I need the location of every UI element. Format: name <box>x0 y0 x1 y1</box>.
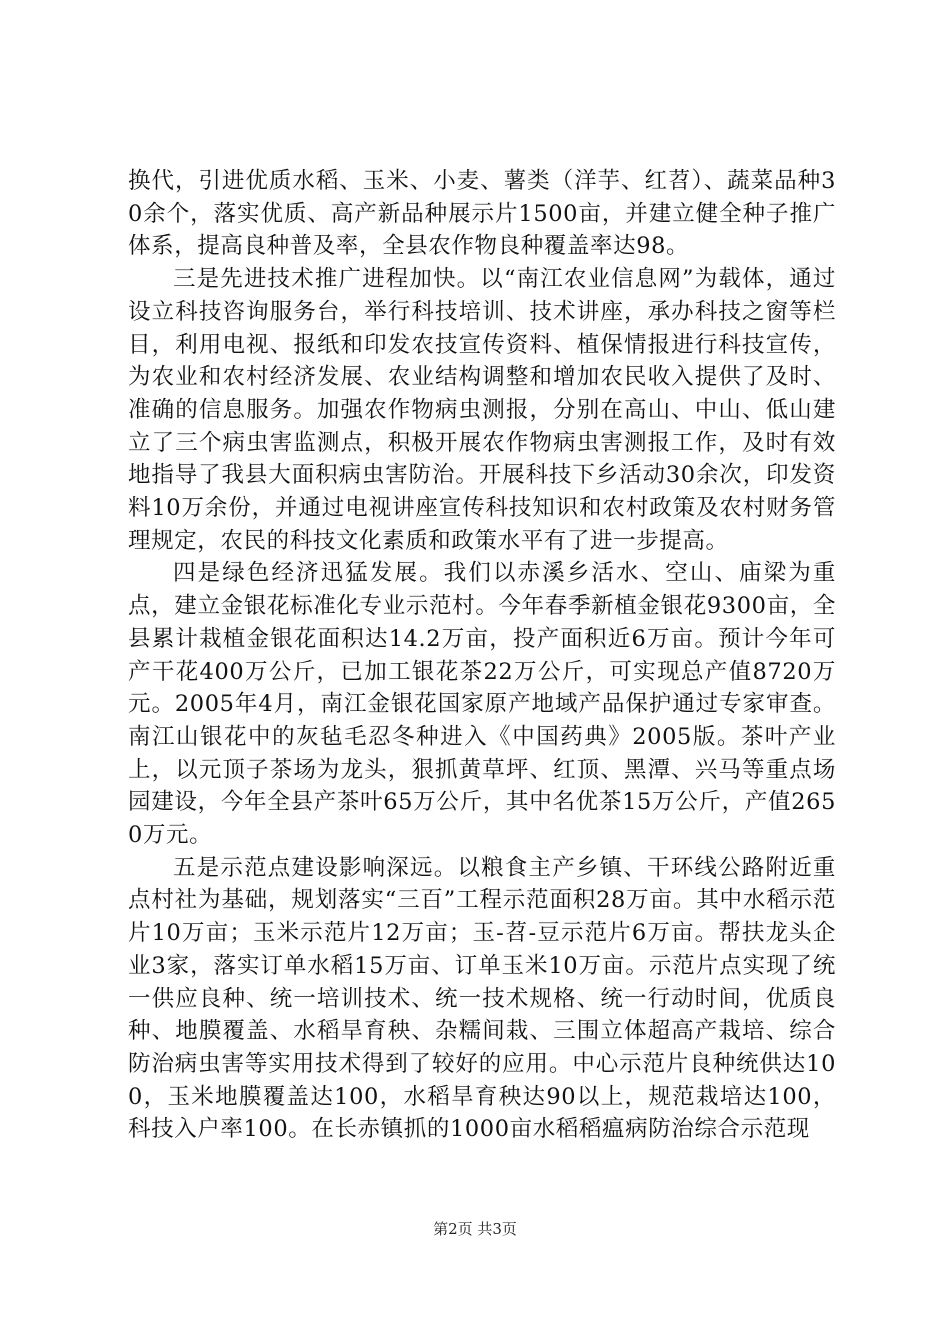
paragraph-green-economy: 四是绿色经济迅猛发展。我们以赤溪乡活水、空山、庙梁为重点，建立金银花标准化专业示范村。今年春季新植金银花9300亩，全县累计栽植金银花面积达14.2万亩，投产面积近6万亩。预计今年可产干花400万公斤，已加工银花茶22万公斤，可实现总产值8720万元。2005年4月，南江金银花国家原产地域产品保护通过专家审查。南江山银花中的灰毡毛忍冬种进入《中国药典》2005版。茶叶产业上，以元顶子茶场为龙头，狠抓黄草坪、红顶、黑潭、兴马等重点场园建设，今年全县产茶叶65万公斤，其中名优茶15万公斤，产值2650万元。 <box>128 560 836 849</box>
page-number-footer: 第2页 共3页 <box>433 1220 517 1238</box>
paragraph-demonstration-sites: 五是示范点建设影响深远。以粮食主产乡镇、干环线公路附近重点村社为基础，规划落实“三百”工程示范面积28万亩。其中水稻示范片10万亩；玉米示范片12万亩；玉-苕-豆示范片6万亩。帮扶龙头企业3家，落实订单水稻15万亩、订单玉米10万亩。示范片点实现了统一供应良种、统一培训技术、统一技术规格、统一行动时间，优质良种、地膜覆盖、水稻旱育秧、杂糯间栽、三围立体超高产栽培、综合防治病虫害等实用技术得到了较好的应用。中心示范片良种统供达100，玉米地膜覆盖达100，水稻旱育秧达90以上，规范栽培达100，科技入户率100。在长赤镇抓的1000亩水稻稻瘟病防治综合示范现 <box>128 854 836 1143</box>
document-body <box>128 165 836 1146</box>
paragraph-seed-promotion: 换代，引进优质水稻、玉米、小麦、薯类（洋芋、红苕）、蔬菜品种30余个，落实优质、高产新品种展示片1500亩，并建立健全种子推广体系，提高良种普及率，全县农作物良种覆盖率达98。 <box>128 168 836 260</box>
paragraph-technology-promotion: 三是先进技术推广进程加快。以“南江农业信息网”为载体，通过设立科技咨询服务台，举行科技培训、技术讲座，承办科技之窗等栏目，利用电视、报纸和印发农技宣传资料、植保情报进行科技宣传，为农业和农村经济发展、农业结构调整和增加农民收入提供了及时、准确的信息服务。加强农作物病虫测报，分别在高山、中山、低山建立了三个病虫害监测点，积极开展农作物病虫害测报工作，及时有效地指导了我县大面积病虫害防治。开展科技下乡活动30余次，印发资料10万余份，并通过电视讲座宣传科技知识和农村政策及农村财务管理规定，农民的科技文化素质和政策水平有了进一步提高。 <box>128 266 836 554</box>
